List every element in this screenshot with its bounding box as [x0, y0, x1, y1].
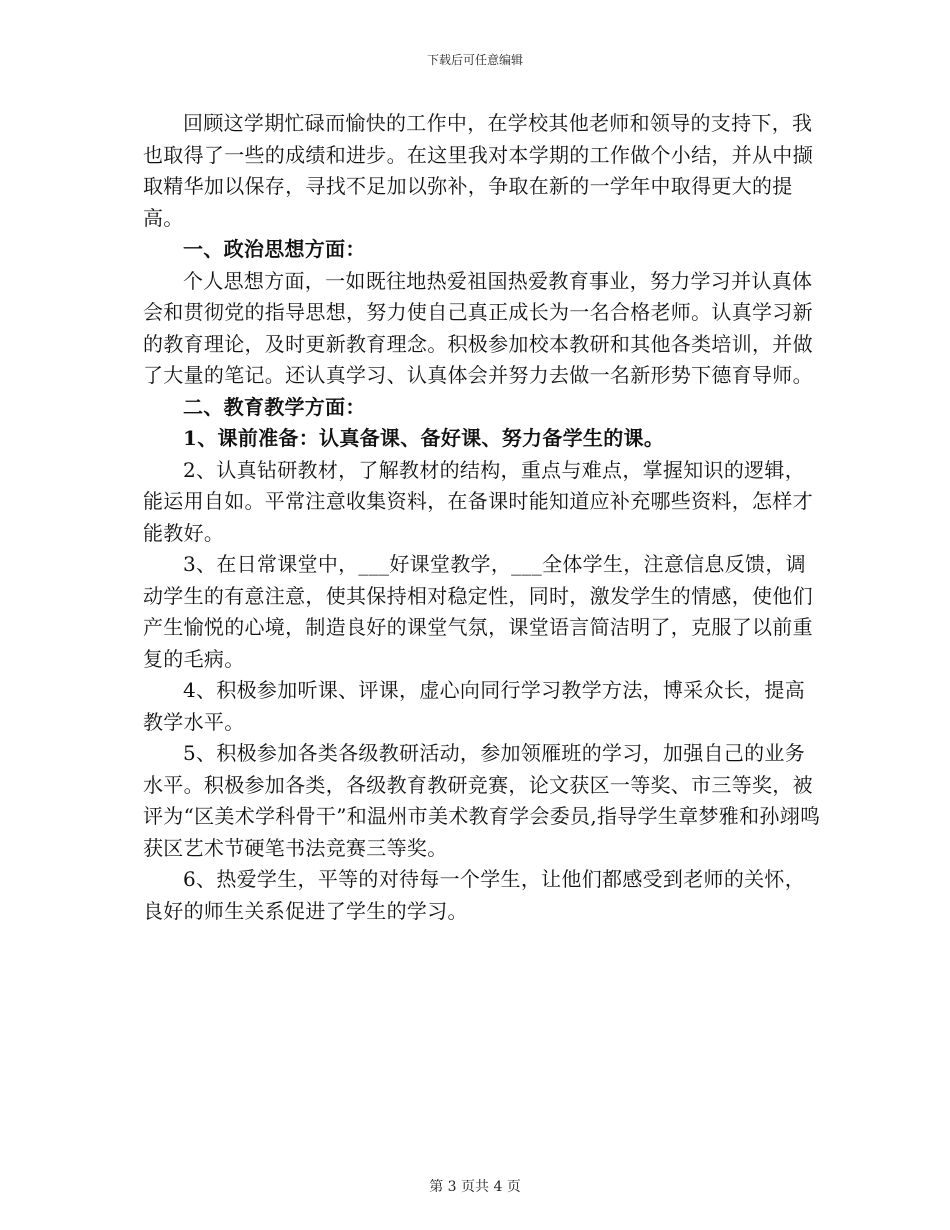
- section-heading-political: 一、政治思想方面：: [183, 237, 366, 261]
- item-1-lesson-prep: 1、课前准备：认真备课、备好课、努力备学生的课。: [183, 426, 665, 450]
- document-body: [143, 108, 823, 927]
- page-footer: 第 3 页共 4 页: [429, 1179, 521, 1195]
- item-5-research: 5、积极参加各类各级教研活动，参加领雁班的学习，加强自己的业务水平。积极参加各类，各级教育教研竞赛，论文获区一等奖、市三等奖，被评为“区美术学科骨干”和温州市美术教育学会委员,指导学生章梦雅和孙翊鸣获区艺术节硬笔书法竞赛三等奖。: [143, 741, 821, 860]
- item-3-classroom: 3、在日常课堂中，___好课堂教学，___全体学生，注意信息反馈，调动学生的有意注意，使其保持相对稳定性，同时，激发学生的情感，使他们产生愉悦的心境，制造良好的课堂气氛，课堂语言简洁明了，克服了以前重复的毛病。: [143, 552, 813, 671]
- section-heading-teaching: 二、教育教学方面：: [183, 394, 366, 419]
- page-header: 下载后可任意编辑: [426, 53, 523, 67]
- item-6-students: 6、热爱学生，平等的对待每一个学生，让他们都感受到老师的关怀，良好的师生关系促进了学生的学习。: [143, 867, 806, 923]
- item-4-observation: 4、积极参加听课、评课，虚心向同行学习教学方法，博采众长，提高教学水平。: [143, 678, 806, 734]
- paragraph-intro: 回顾这学期忙碌而愉快的工作中，在学校其他老师和领导的支持下，我也取得了一些的成绩和进步。在这里我对本学期的工作做个小结，并从中撷取精华加以保存，寻找不足加以弥补，争取在新的一学年中取得更大的提高。: [143, 111, 813, 230]
- paragraph-political: 个人思想方面，一如既往地热爱祖国热爱教育事业，努力学习并认真体会和贯彻党的指导思想，努力使自己真正成长为一名合格老师。认真学习新的教育理论，及时更新教育理念。积极参加校本教研和其他各类培训，并做了大量的笔记。还认真学习、认真体会并努力去做一名新形势下德育导师。: [143, 268, 813, 387]
- item-2-textbook: 2、认真钻研教材，了解教材的结构，重点与难点，掌握知识的逻辑，能运用自如。平常注意收集资料，在备课时能知道应补充哪些资料，怎样才能教好。: [143, 457, 813, 545]
